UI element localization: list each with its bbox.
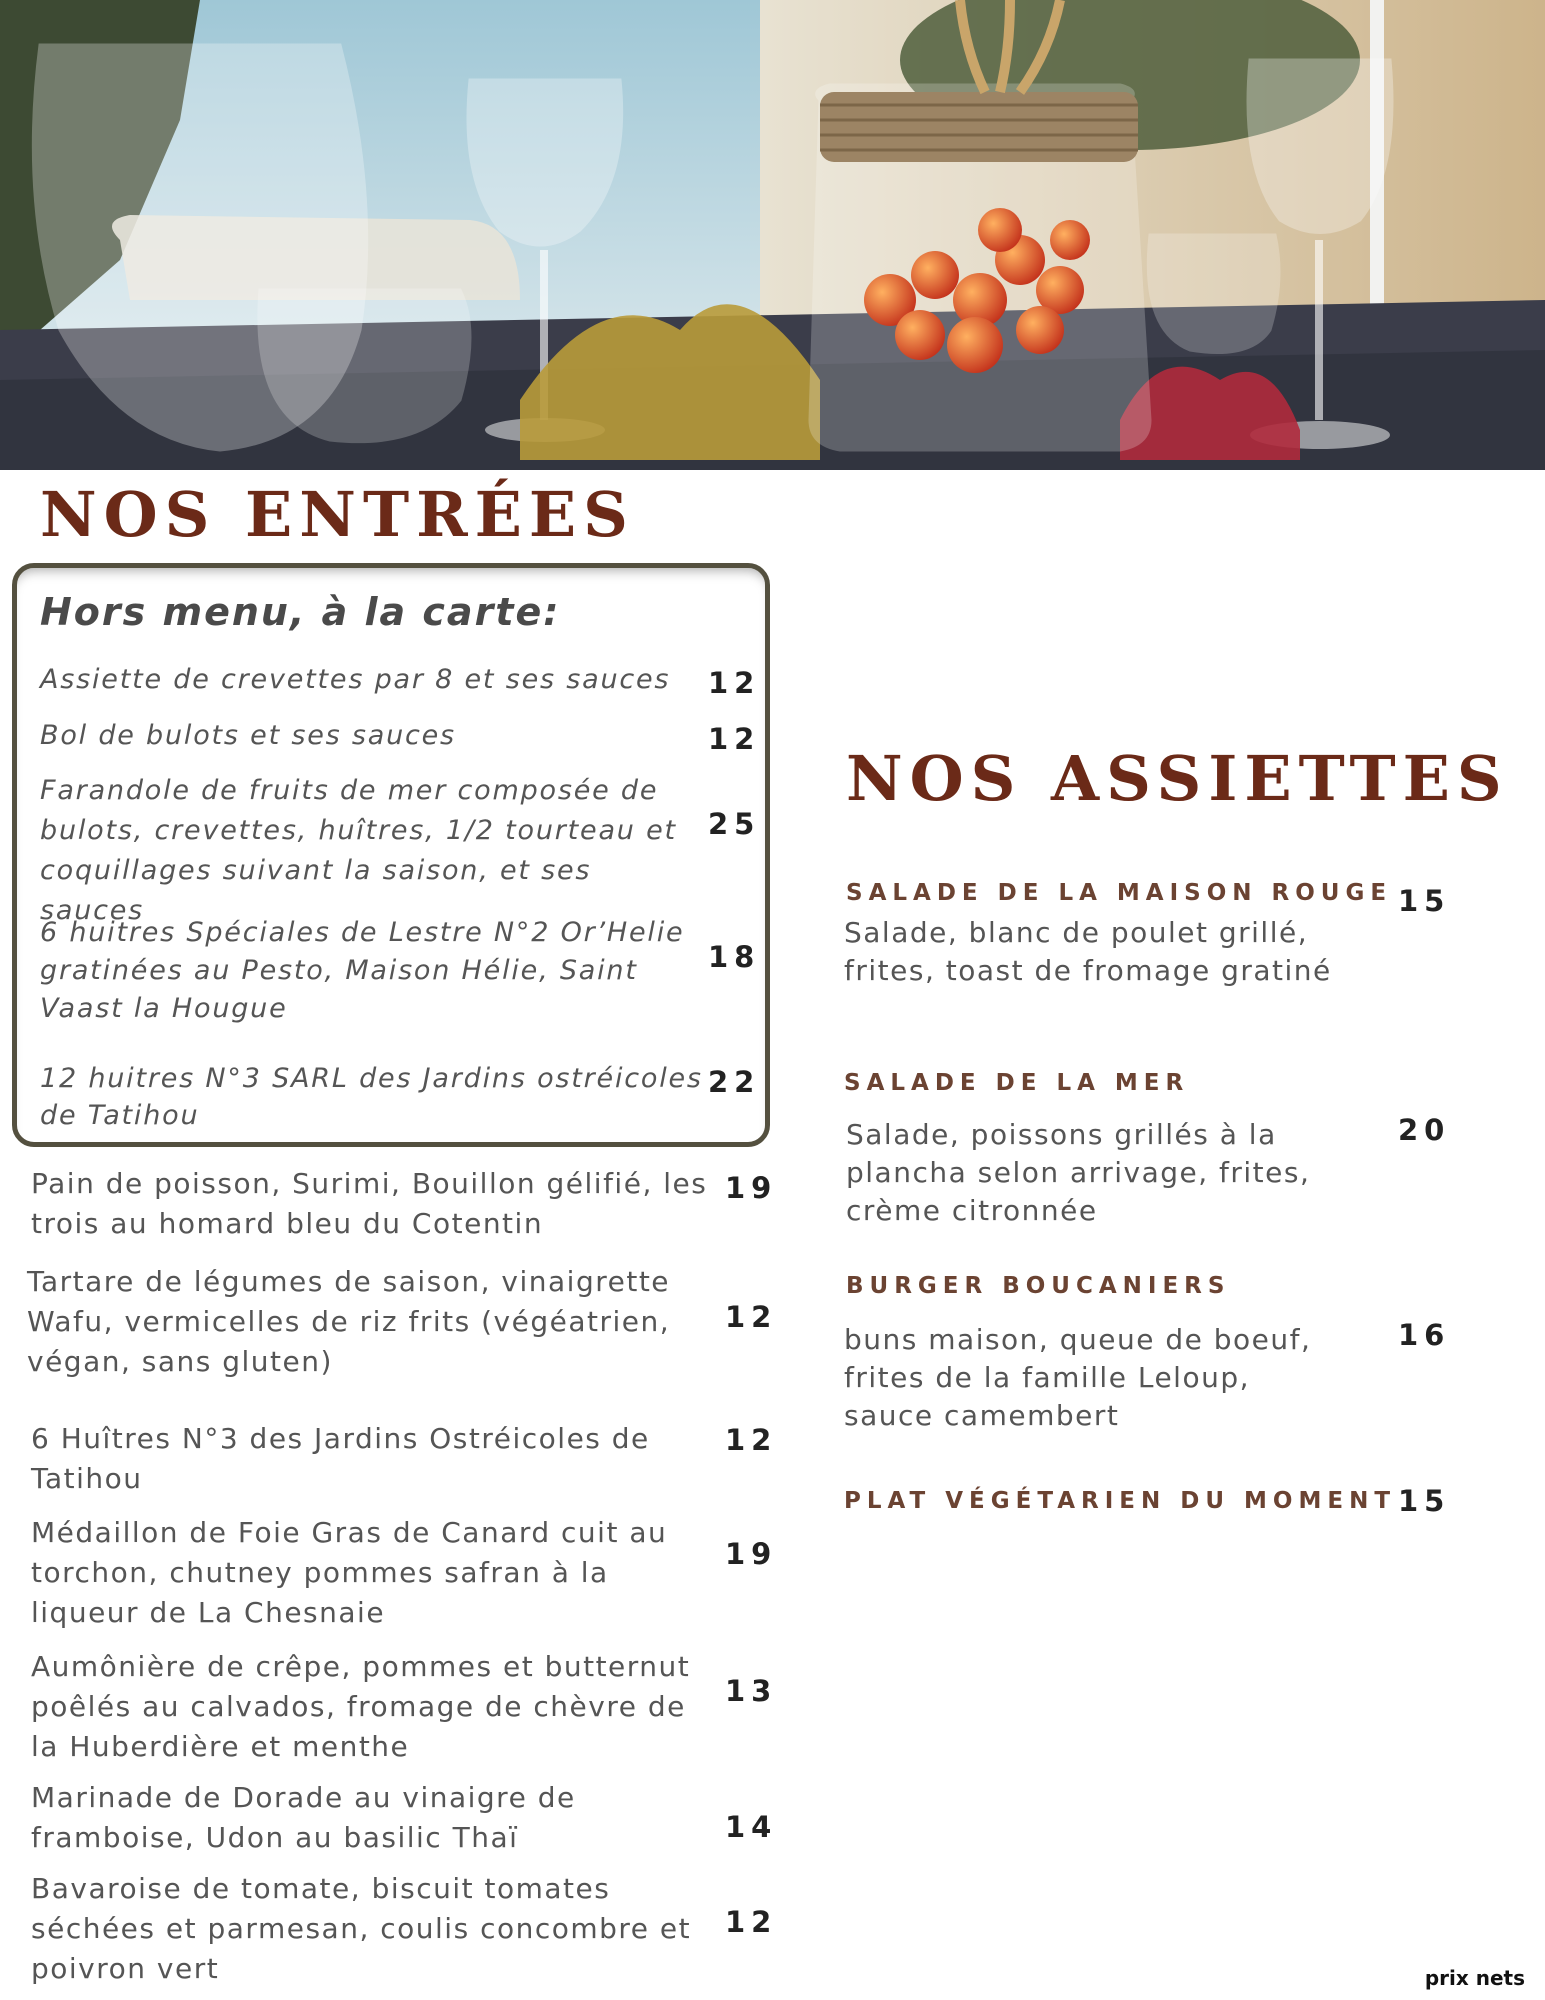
entree-item-1: Pain de poisson, Surimi, Bouillon gélifié, les trois au homard bleu du Cotentin xyxy=(31,1167,708,1240)
carte-price-5: 22 xyxy=(708,1065,761,1099)
assiette-desc-2: Salade, poissons grillés à la plancha selon arrivage, frites, crème citronnée xyxy=(846,1118,1311,1227)
entree-price-1: 19 xyxy=(725,1171,778,1205)
carte-heading: Hors menu, à la carte: xyxy=(40,590,561,634)
entree-price-7: 12 xyxy=(725,1905,778,1939)
assiette-name-1: SALADE DE LA MAISON ROUGE xyxy=(846,880,1393,906)
entree-item-3: 6 Huîtres N°3 des Jardins Ostréicoles de Tatihou xyxy=(31,1422,650,1495)
assiette-name-3: BURGER BOUCANIERS xyxy=(846,1273,1231,1299)
footer-note: prix nets xyxy=(1424,1966,1525,1990)
assiette-desc-1: Salade, blanc de poulet grillé, frites, toast de fromage gratiné xyxy=(844,916,1332,987)
assiette-price-4: 15 xyxy=(1398,1484,1451,1518)
entree-item-2: Tartare de légumes de saison, vinaigrette Wafu, vermicelles de riz frits (végéatrien, végan, sans gluten) xyxy=(27,1265,671,1378)
carte-item-2: Bol de bulots et ses sauces xyxy=(40,720,456,751)
entree-price-6: 14 xyxy=(725,1810,778,1844)
entree-item-4: Médaillon de Foie Gras de Canard cuit au torchon, chutney pommes safran à la liqueur de La Chesnaie xyxy=(31,1516,668,1629)
assiette-price-1: 15 xyxy=(1398,884,1451,918)
assiette-name-2: SALADE DE LA MER xyxy=(844,1070,1190,1096)
table-setting-illustration xyxy=(0,0,1545,470)
entree-item-7: Bavaroise de tomate, biscuit tomates séchées et parmesan, coulis concombre et poivron vert xyxy=(31,1872,692,1985)
entree-price-4: 19 xyxy=(725,1537,778,1571)
assiettes-title: NOS ASSIETTES xyxy=(846,742,1509,815)
entree-price-5: 13 xyxy=(725,1674,778,1708)
carte-item-4: 6 huitres Spéciales de Lestre N°2 Or’Helie gratinées au Pesto, Maison Hélie, Saint Vaast la Hougue xyxy=(40,917,685,1024)
carte-price-4: 18 xyxy=(708,940,761,974)
carte-item-1: Assiette de crevettes par 8 et ses sauces xyxy=(40,664,671,695)
entree-item-6: Marinade de Dorade au vinaigre de framboise, Udon au basilic Thaï xyxy=(31,1781,576,1854)
entrees-title: NOS ENTRÉES xyxy=(40,478,635,551)
entree-item-5: Aumônière de crêpe, pommes et butternut poêlés au calvados, fromage de chèvre de la Huberdière et menthe xyxy=(31,1650,691,1763)
carte-item-5: 12 huitres N°3 SARL des Jardins ostréicoles de Tatihou xyxy=(40,1063,703,1131)
carte-price-1: 12 xyxy=(708,666,761,700)
carte-price-3: 25 xyxy=(708,807,761,841)
hero-photo xyxy=(0,0,1545,470)
carte-item-3: Farandole de fruits de mer composée de bulots, crevettes, huîtres, 1/2 tourteau et coquillages suivant la saison, et ses sauces xyxy=(40,775,677,926)
assiette-price-3: 16 xyxy=(1398,1318,1451,1352)
entree-price-2: 12 xyxy=(725,1300,778,1334)
assiette-desc-3: buns maison, queue de boeuf, frites de la famille Leloup, sauce camembert xyxy=(844,1323,1312,1432)
entree-price-3: 12 xyxy=(725,1423,778,1457)
carte-price-2: 12 xyxy=(708,722,761,756)
assiette-name-4: PLAT VÉGÉTARIEN DU MOMENT xyxy=(844,1488,1397,1514)
assiette-price-2: 20 xyxy=(1398,1113,1451,1147)
